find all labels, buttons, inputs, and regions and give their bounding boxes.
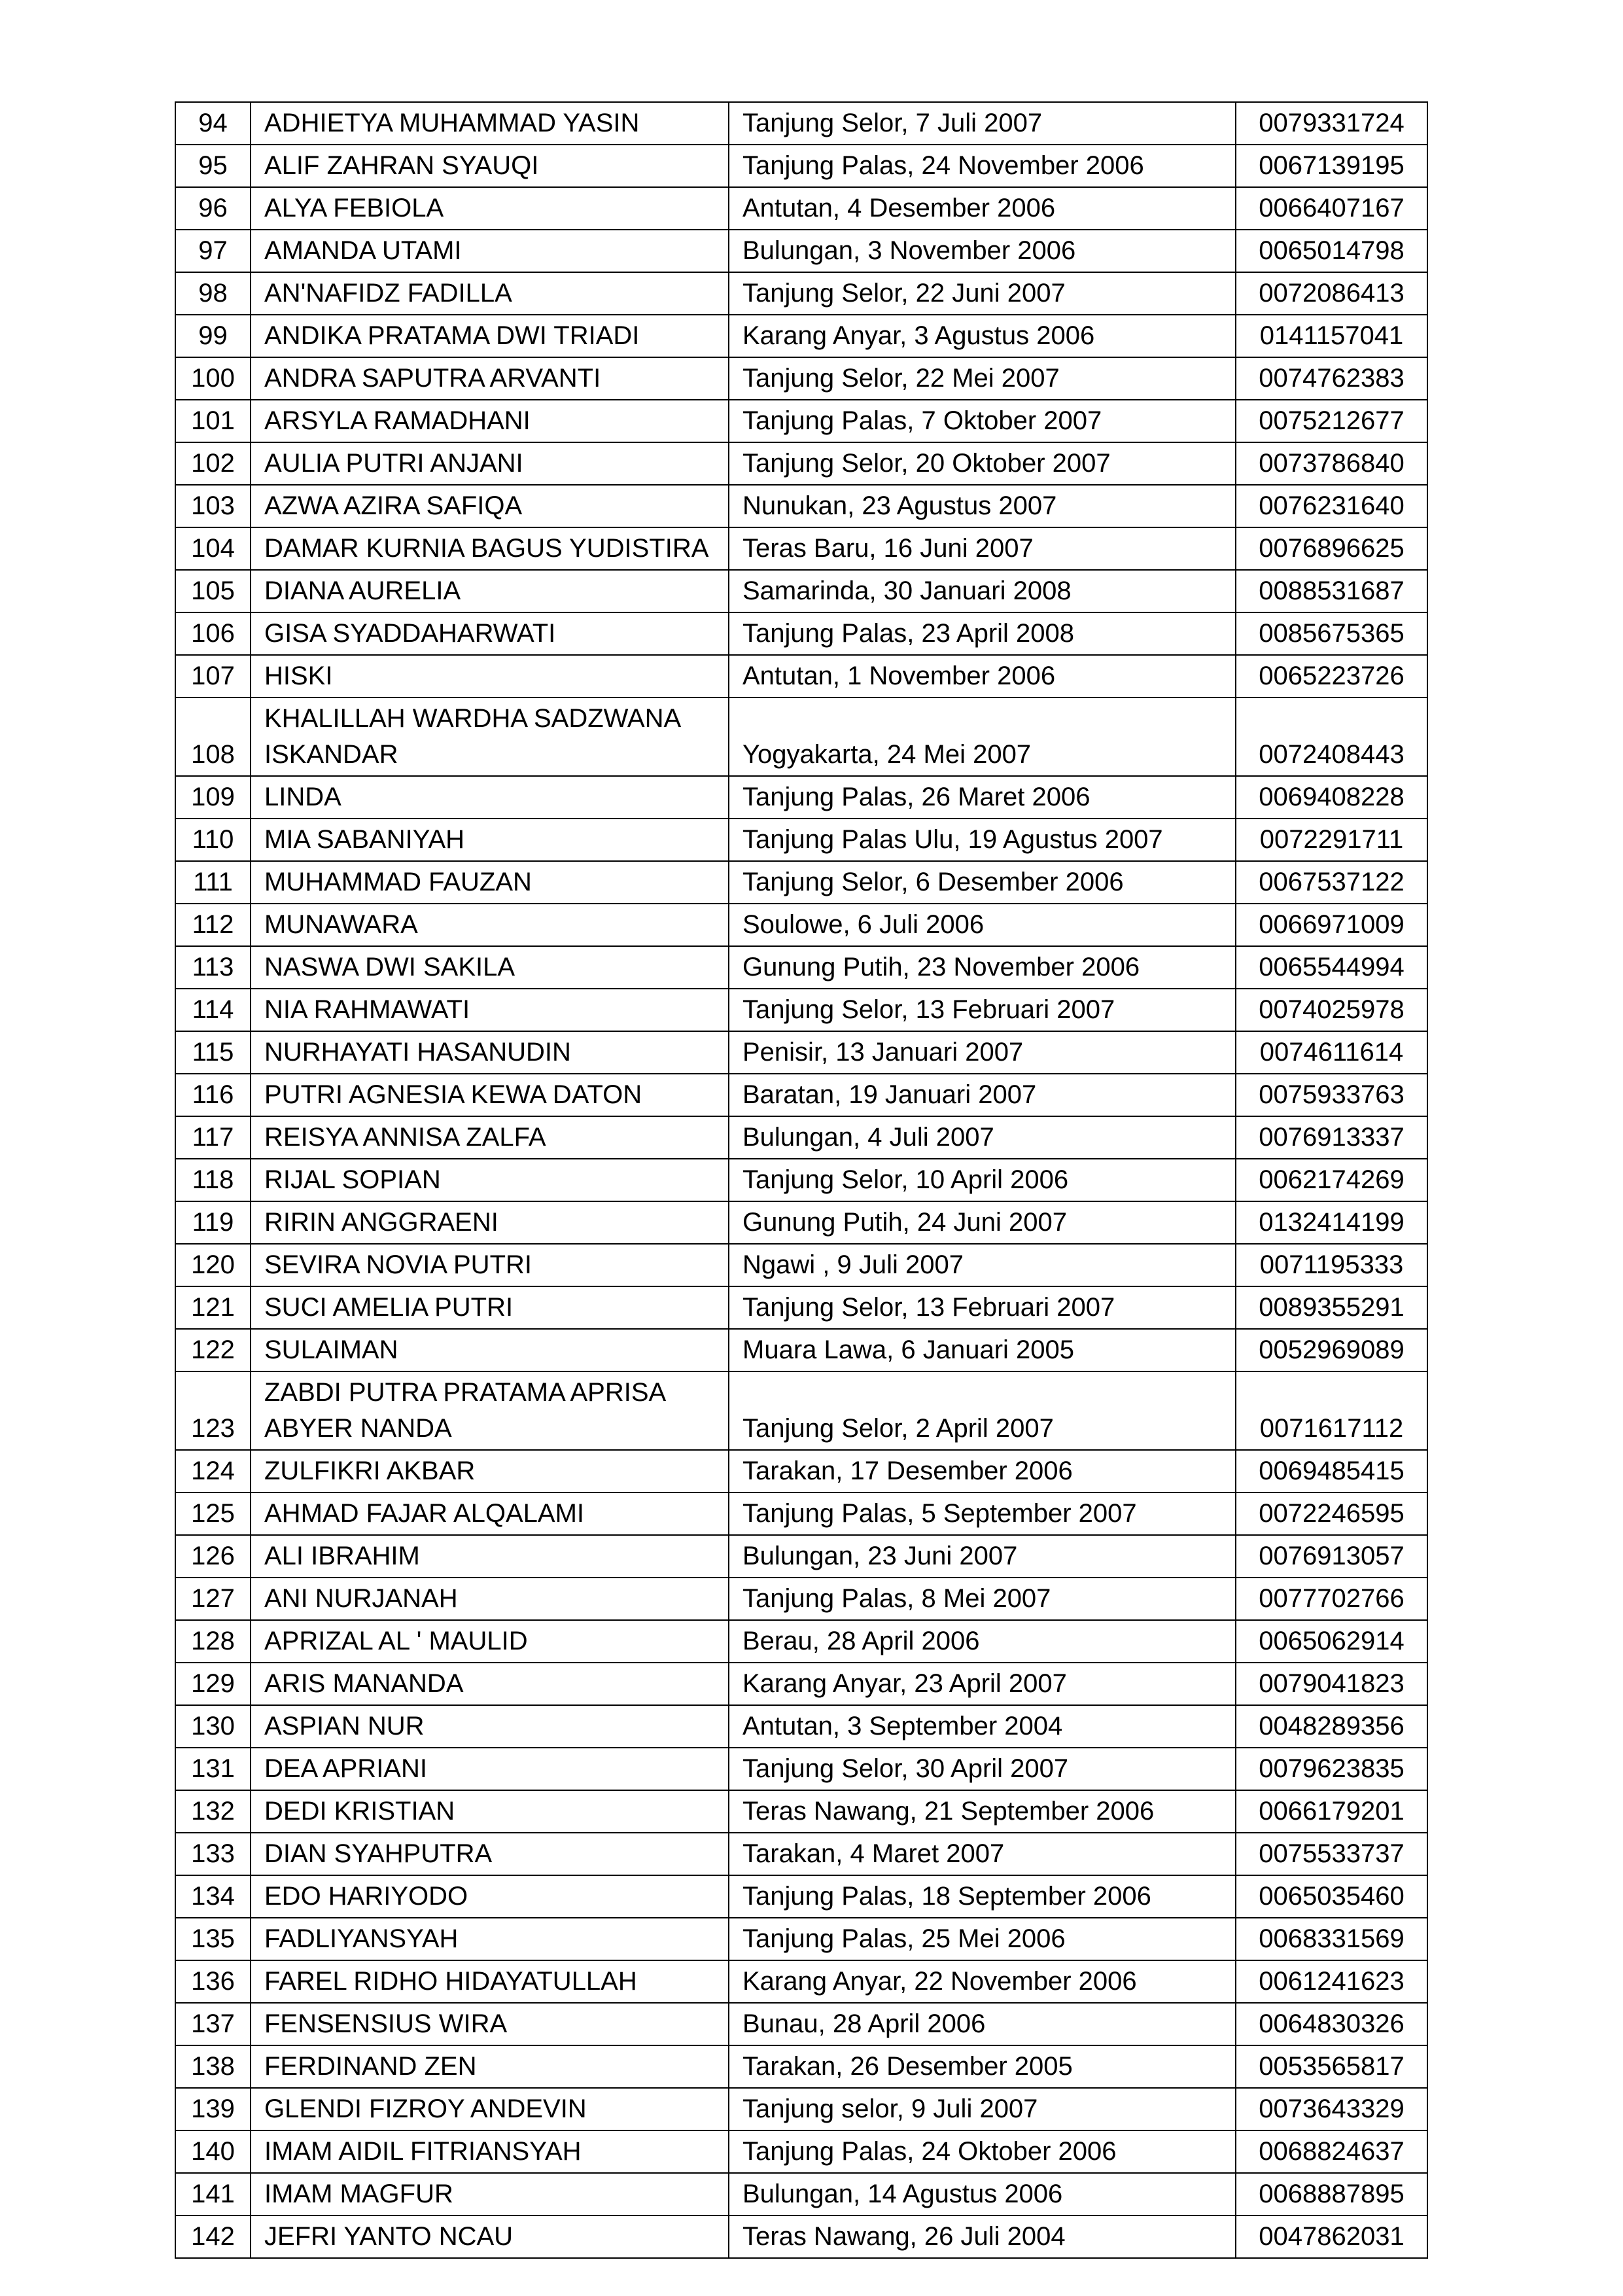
nisn-cell: 0076896625 xyxy=(1236,527,1427,570)
table-row xyxy=(175,1159,1427,1201)
row-number-cell: 140 xyxy=(175,2130,251,2173)
row-number-cell: 135 xyxy=(175,1918,251,1960)
row-number-cell: 127 xyxy=(175,1578,251,1620)
student-name-cell: AN'NAFIDZ FADILLA xyxy=(251,272,729,315)
student-name-cell: PUTRI AGNESIA KEWA DATON xyxy=(251,1074,729,1116)
nisn-cell: 0064830326 xyxy=(1236,2003,1427,2045)
student-name-cell: GISA SYADDAHARWATI xyxy=(251,612,729,655)
student-name-cell: AMANDA UTAMI xyxy=(251,230,729,272)
nisn-cell: 0073643329 xyxy=(1236,2088,1427,2130)
table-row xyxy=(175,1705,1427,1748)
student-name-cell: FERDINAND ZEN xyxy=(251,2045,729,2088)
student-name-cell: IMAM MAGFUR xyxy=(251,2173,729,2216)
row-number-cell: 104 xyxy=(175,527,251,570)
table-row xyxy=(175,357,1427,400)
nisn-cell: 0065014798 xyxy=(1236,230,1427,272)
row-number-cell: 115 xyxy=(175,1031,251,1074)
nisn-cell: 0085675365 xyxy=(1236,612,1427,655)
birth-place-date-cell: Bulungan, 23 Juni 2007 xyxy=(729,1535,1236,1578)
table-row xyxy=(175,1244,1427,1286)
nisn-cell: 0072086413 xyxy=(1236,272,1427,315)
table-row xyxy=(175,1875,1427,1918)
birth-place-date-cell: Tanjung Palas, 23 April 2008 xyxy=(729,612,1236,655)
nisn-cell: 0062174269 xyxy=(1236,1159,1427,1201)
nisn-cell: 0074025978 xyxy=(1236,989,1427,1031)
table-row xyxy=(175,819,1427,861)
birth-place-date-cell: Tanjung Selor, 30 April 2007 xyxy=(729,1748,1236,1790)
row-number-cell: 133 xyxy=(175,1833,251,1875)
table-row xyxy=(175,315,1427,357)
row-number-cell: 94 xyxy=(175,102,251,145)
nisn-cell: 0074611614 xyxy=(1236,1031,1427,1074)
nisn-cell: 0079041823 xyxy=(1236,1663,1427,1705)
row-number-cell: 105 xyxy=(175,570,251,612)
birth-place-date-cell: Samarinda, 30 Januari 2008 xyxy=(729,570,1236,612)
nisn-cell: 0089355291 xyxy=(1236,1286,1427,1329)
student-name-cell: DIANA AURELIA xyxy=(251,570,729,612)
table-row xyxy=(175,904,1427,946)
birth-place-date-cell: Antutan, 4 Desember 2006 xyxy=(729,187,1236,230)
nisn-cell: 0066407167 xyxy=(1236,187,1427,230)
nisn-cell: 0132414199 xyxy=(1236,1201,1427,1244)
student-name-cell: AZWA AZIRA SAFIQA xyxy=(251,485,729,527)
student-name-cell: MIA SABANIYAH xyxy=(251,819,729,861)
student-name-cell: DIAN SYAHPUTRA xyxy=(251,1833,729,1875)
birth-place-date-cell: Tanjung Palas, 18 September 2006 xyxy=(729,1875,1236,1918)
row-number-cell: 137 xyxy=(175,2003,251,2045)
table-row xyxy=(175,1286,1427,1329)
student-name-cell: APRIZAL AL ' MAULID xyxy=(251,1620,729,1663)
nisn-cell: 0047862031 xyxy=(1236,2216,1427,2258)
student-name-cell: ALIF ZAHRAN SYAUQI xyxy=(251,145,729,187)
student-name-cell: ARSYLA RAMADHANI xyxy=(251,400,729,442)
student-name-cell: IMAM AIDIL FITRIANSYAH xyxy=(251,2130,729,2173)
birth-place-date-cell: Tarakan, 17 Desember 2006 xyxy=(729,1450,1236,1492)
nisn-cell: 0065223726 xyxy=(1236,655,1427,698)
row-number-cell: 95 xyxy=(175,145,251,187)
row-number-cell: 130 xyxy=(175,1705,251,1748)
student-name-cell: RIRIN ANGGRAENI xyxy=(251,1201,729,1244)
row-number-cell: 141 xyxy=(175,2173,251,2216)
nisn-cell: 0065544994 xyxy=(1236,946,1427,989)
nisn-cell: 0074762383 xyxy=(1236,357,1427,400)
table-row xyxy=(175,861,1427,904)
row-number-cell: 107 xyxy=(175,655,251,698)
table-row xyxy=(175,102,1427,145)
birth-place-date-cell: Nunukan, 23 Agustus 2007 xyxy=(729,485,1236,527)
row-number-cell: 119 xyxy=(175,1201,251,1244)
student-name-cell: ZULFIKRI AKBAR xyxy=(251,1450,729,1492)
student-roster-table xyxy=(175,101,1428,2259)
row-number-cell: 96 xyxy=(175,187,251,230)
table-row xyxy=(175,776,1427,819)
birth-place-date-cell: Tanjung Palas, 26 Maret 2006 xyxy=(729,776,1236,819)
table-row xyxy=(175,1450,1427,1492)
birth-place-date-cell: Ngawi , 9 Juli 2007 xyxy=(729,1244,1236,1286)
birth-place-date-cell: Tarakan, 26 Desember 2005 xyxy=(729,2045,1236,2088)
birth-place-date-cell: Yogyakarta, 24 Mei 2007 xyxy=(729,698,1236,776)
student-name-cell: ZABDI PUTRA PRATAMA APRISA ABYER NANDA xyxy=(251,1371,729,1450)
nisn-cell: 0072291711 xyxy=(1236,819,1427,861)
nisn-cell: 0053565817 xyxy=(1236,2045,1427,2088)
row-number-cell: 134 xyxy=(175,1875,251,1918)
table-row xyxy=(175,1578,1427,1620)
table-row xyxy=(175,187,1427,230)
table-row xyxy=(175,1116,1427,1159)
table-row xyxy=(175,1329,1427,1371)
roster-table-body xyxy=(175,102,1427,2258)
row-number-cell: 103 xyxy=(175,485,251,527)
row-number-cell: 97 xyxy=(175,230,251,272)
nisn-cell: 0073786840 xyxy=(1236,442,1427,485)
table-row xyxy=(175,527,1427,570)
student-name-cell: ALYA FEBIOLA xyxy=(251,187,729,230)
student-name-cell: KHALILLAH WARDHA SADZWANA ISKANDAR xyxy=(251,698,729,776)
row-number-cell: 124 xyxy=(175,1450,251,1492)
student-name-cell: EDO HARIYODO xyxy=(251,1875,729,1918)
birth-place-date-cell: Penisir, 13 Januari 2007 xyxy=(729,1031,1236,1074)
nisn-cell: 0068887895 xyxy=(1236,2173,1427,2216)
row-number-cell: 142 xyxy=(175,2216,251,2258)
table-row xyxy=(175,1031,1427,1074)
student-name-cell: SEVIRA NOVIA PUTRI xyxy=(251,1244,729,1286)
row-number-cell: 128 xyxy=(175,1620,251,1663)
nisn-cell: 0071617112 xyxy=(1236,1371,1427,1450)
birth-place-date-cell: Gunung Putih, 24 Juni 2007 xyxy=(729,1201,1236,1244)
nisn-cell: 0068331569 xyxy=(1236,1918,1427,1960)
nisn-cell: 0061241623 xyxy=(1236,1960,1427,2003)
row-number-cell: 101 xyxy=(175,400,251,442)
table-row xyxy=(175,1960,1427,2003)
row-number-cell: 108 xyxy=(175,698,251,776)
nisn-cell: 0076913057 xyxy=(1236,1535,1427,1578)
student-name-cell: JEFRI YANTO NCAU xyxy=(251,2216,729,2258)
row-number-cell: 99 xyxy=(175,315,251,357)
student-name-cell: RIJAL SOPIAN xyxy=(251,1159,729,1201)
nisn-cell: 0076913337 xyxy=(1236,1116,1427,1159)
student-name-cell: ADHIETYA MUHAMMAD YASIN xyxy=(251,102,729,145)
birth-place-date-cell: Tanjung Selor, 22 Juni 2007 xyxy=(729,272,1236,315)
table-row xyxy=(175,272,1427,315)
row-number-cell: 114 xyxy=(175,989,251,1031)
birth-place-date-cell: Bulungan, 3 November 2006 xyxy=(729,230,1236,272)
student-name-cell: MUNAWARA xyxy=(251,904,729,946)
birth-place-date-cell: Antutan, 1 November 2006 xyxy=(729,655,1236,698)
row-number-cell: 110 xyxy=(175,819,251,861)
table-row xyxy=(175,1201,1427,1244)
table-row xyxy=(175,230,1427,272)
row-number-cell: 123 xyxy=(175,1371,251,1450)
nisn-cell: 0075933763 xyxy=(1236,1074,1427,1116)
table-row xyxy=(175,442,1427,485)
student-name-cell: NURHAYATI HASANUDIN xyxy=(251,1031,729,1074)
birth-place-date-cell: Tanjung Palas, 5 September 2007 xyxy=(729,1492,1236,1535)
row-number-cell: 131 xyxy=(175,1748,251,1790)
row-number-cell: 116 xyxy=(175,1074,251,1116)
student-name-cell: REISYA ANNISA ZALFA xyxy=(251,1116,729,1159)
table-row xyxy=(175,485,1427,527)
student-name-cell: ANI NURJANAH xyxy=(251,1578,729,1620)
nisn-cell: 0071195333 xyxy=(1236,1244,1427,1286)
student-name-cell: ARIS MANANDA xyxy=(251,1663,729,1705)
row-number-cell: 98 xyxy=(175,272,251,315)
table-row xyxy=(175,2003,1427,2045)
nisn-cell: 0075533737 xyxy=(1236,1833,1427,1875)
nisn-cell: 0065035460 xyxy=(1236,1875,1427,1918)
student-name-cell: AHMAD FAJAR ALQALAMI xyxy=(251,1492,729,1535)
student-name-cell: ANDIKA PRATAMA DWI TRIADI xyxy=(251,315,729,357)
row-number-cell: 106 xyxy=(175,612,251,655)
table-row xyxy=(175,1371,1427,1450)
student-name-cell: FADLIYANSYAH xyxy=(251,1918,729,1960)
student-name-cell: DAMAR KURNIA BAGUS YUDISTIRA xyxy=(251,527,729,570)
row-number-cell: 102 xyxy=(175,442,251,485)
nisn-cell: 0066971009 xyxy=(1236,904,1427,946)
student-name-cell: ANDRA SAPUTRA ARVANTI xyxy=(251,357,729,400)
row-number-cell: 112 xyxy=(175,904,251,946)
table-row xyxy=(175,1535,1427,1578)
nisn-cell: 0072246595 xyxy=(1236,1492,1427,1535)
birth-place-date-cell: Bulungan, 4 Juli 2007 xyxy=(729,1116,1236,1159)
row-number-cell: 121 xyxy=(175,1286,251,1329)
student-name-cell: LINDA xyxy=(251,776,729,819)
nisn-cell: 0079331724 xyxy=(1236,102,1427,145)
table-row xyxy=(175,1074,1427,1116)
table-row xyxy=(175,2045,1427,2088)
row-number-cell: 117 xyxy=(175,1116,251,1159)
table-row xyxy=(175,1918,1427,1960)
student-name-cell: FENSENSIUS WIRA xyxy=(251,2003,729,2045)
nisn-cell: 0067537122 xyxy=(1236,861,1427,904)
row-number-cell: 113 xyxy=(175,946,251,989)
birth-place-date-cell: Tanjung Selor, 13 Februari 2007 xyxy=(729,989,1236,1031)
birth-place-date-cell: Antutan, 3 September 2004 xyxy=(729,1705,1236,1748)
table-row xyxy=(175,1492,1427,1535)
birth-place-date-cell: Bunau, 28 April 2006 xyxy=(729,2003,1236,2045)
birth-place-date-cell: Bulungan, 14 Agustus 2006 xyxy=(729,2173,1236,2216)
row-number-cell: 125 xyxy=(175,1492,251,1535)
birth-place-date-cell: Tanjung Palas, 24 Oktober 2006 xyxy=(729,2130,1236,2173)
student-name-cell: NIA RAHMAWATI xyxy=(251,989,729,1031)
nisn-cell: 0076231640 xyxy=(1236,485,1427,527)
row-number-cell: 122 xyxy=(175,1329,251,1371)
birth-place-date-cell: Tanjung Selor, 7 Juli 2007 xyxy=(729,102,1236,145)
table-row xyxy=(175,2088,1427,2130)
student-name-cell: AULIA PUTRI ANJANI xyxy=(251,442,729,485)
table-row xyxy=(175,2130,1427,2173)
nisn-cell: 0068824637 xyxy=(1236,2130,1427,2173)
nisn-cell: 0088531687 xyxy=(1236,570,1427,612)
student-name-cell: DEA APRIANI xyxy=(251,1748,729,1790)
table-row xyxy=(175,2173,1427,2216)
student-name-cell: ASPIAN NUR xyxy=(251,1705,729,1748)
nisn-cell: 0066179201 xyxy=(1236,1790,1427,1833)
table-row xyxy=(175,2216,1427,2258)
birth-place-date-cell: Tarakan, 4 Maret 2007 xyxy=(729,1833,1236,1875)
nisn-cell: 0077702766 xyxy=(1236,1578,1427,1620)
table-row xyxy=(175,1833,1427,1875)
nisn-cell: 0141157041 xyxy=(1236,315,1427,357)
table-row xyxy=(175,612,1427,655)
nisn-cell: 0065062914 xyxy=(1236,1620,1427,1663)
birth-place-date-cell: Tanjung Selor, 6 Desember 2006 xyxy=(729,861,1236,904)
birth-place-date-cell: Teras Nawang, 21 September 2006 xyxy=(729,1790,1236,1833)
birth-place-date-cell: Teras Nawang, 26 Juli 2004 xyxy=(729,2216,1236,2258)
student-name-cell: NASWA DWI SAKILA xyxy=(251,946,729,989)
student-name-cell: SULAIMAN xyxy=(251,1329,729,1371)
student-name-cell: FAREL RIDHO HIDAYATULLAH xyxy=(251,1960,729,2003)
birth-place-date-cell: Tanjung Palas, 24 November 2006 xyxy=(729,145,1236,187)
birth-place-date-cell: Gunung Putih, 23 November 2006 xyxy=(729,946,1236,989)
row-number-cell: 132 xyxy=(175,1790,251,1833)
table-row xyxy=(175,400,1427,442)
table-row xyxy=(175,570,1427,612)
birth-place-date-cell: Tanjung selor, 9 Juli 2007 xyxy=(729,2088,1236,2130)
nisn-cell: 0075212677 xyxy=(1236,400,1427,442)
nisn-cell: 0079623835 xyxy=(1236,1748,1427,1790)
birth-place-date-cell: Teras Baru, 16 Juni 2007 xyxy=(729,527,1236,570)
birth-place-date-cell: Karang Anyar, 23 April 2007 xyxy=(729,1663,1236,1705)
birth-place-date-cell: Tanjung Selor, 2 April 2007 xyxy=(729,1371,1236,1450)
table-row xyxy=(175,1620,1427,1663)
birth-place-date-cell: Tanjung Palas, 25 Mei 2006 xyxy=(729,1918,1236,1960)
nisn-cell: 0052969089 xyxy=(1236,1329,1427,1371)
row-number-cell: 126 xyxy=(175,1535,251,1578)
row-number-cell: 111 xyxy=(175,861,251,904)
birth-place-date-cell: Tanjung Palas, 7 Oktober 2007 xyxy=(729,400,1236,442)
birth-place-date-cell: Berau, 28 April 2006 xyxy=(729,1620,1236,1663)
birth-place-date-cell: Karang Anyar, 3 Agustus 2006 xyxy=(729,315,1236,357)
nisn-cell: 0069485415 xyxy=(1236,1450,1427,1492)
row-number-cell: 120 xyxy=(175,1244,251,1286)
nisn-cell: 0069408228 xyxy=(1236,776,1427,819)
row-number-cell: 118 xyxy=(175,1159,251,1201)
student-name-cell: HISKI xyxy=(251,655,729,698)
student-name-cell: GLENDI FIZROY ANDEVIN xyxy=(251,2088,729,2130)
table-row xyxy=(175,698,1427,776)
table-row xyxy=(175,1790,1427,1833)
nisn-cell: 0072408443 xyxy=(1236,698,1427,776)
row-number-cell: 138 xyxy=(175,2045,251,2088)
row-number-cell: 129 xyxy=(175,1663,251,1705)
birth-place-date-cell: Tanjung Palas, 8 Mei 2007 xyxy=(729,1578,1236,1620)
birth-place-date-cell: Tanjung Palas Ulu, 19 Agustus 2007 xyxy=(729,819,1236,861)
row-number-cell: 100 xyxy=(175,357,251,400)
nisn-cell: 0067139195 xyxy=(1236,145,1427,187)
birth-place-date-cell: Tanjung Selor, 13 Februari 2007 xyxy=(729,1286,1236,1329)
birth-place-date-cell: Tanjung Selor, 10 April 2006 xyxy=(729,1159,1236,1201)
birth-place-date-cell: Karang Anyar, 22 November 2006 xyxy=(729,1960,1236,2003)
table-row xyxy=(175,989,1427,1031)
table-row xyxy=(175,145,1427,187)
birth-place-date-cell: Soulowe, 6 Juli 2006 xyxy=(729,904,1236,946)
student-name-cell: MUHAMMAD FAUZAN xyxy=(251,861,729,904)
table-row xyxy=(175,655,1427,698)
birth-place-date-cell: Baratan, 19 Januari 2007 xyxy=(729,1074,1236,1116)
student-name-cell: SUCI AMELIA PUTRI xyxy=(251,1286,729,1329)
row-number-cell: 109 xyxy=(175,776,251,819)
birth-place-date-cell: Muara Lawa, 6 Januari 2005 xyxy=(729,1329,1236,1371)
table-row xyxy=(175,946,1427,989)
birth-place-date-cell: Tanjung Selor, 22 Mei 2007 xyxy=(729,357,1236,400)
birth-place-date-cell: Tanjung Selor, 20 Oktober 2007 xyxy=(729,442,1236,485)
student-name-cell: ALI IBRAHIM xyxy=(251,1535,729,1578)
table-row xyxy=(175,1748,1427,1790)
nisn-cell: 0048289356 xyxy=(1236,1705,1427,1748)
row-number-cell: 139 xyxy=(175,2088,251,2130)
student-name-cell: DEDI KRISTIAN xyxy=(251,1790,729,1833)
row-number-cell: 136 xyxy=(175,1960,251,2003)
table-row xyxy=(175,1663,1427,1705)
